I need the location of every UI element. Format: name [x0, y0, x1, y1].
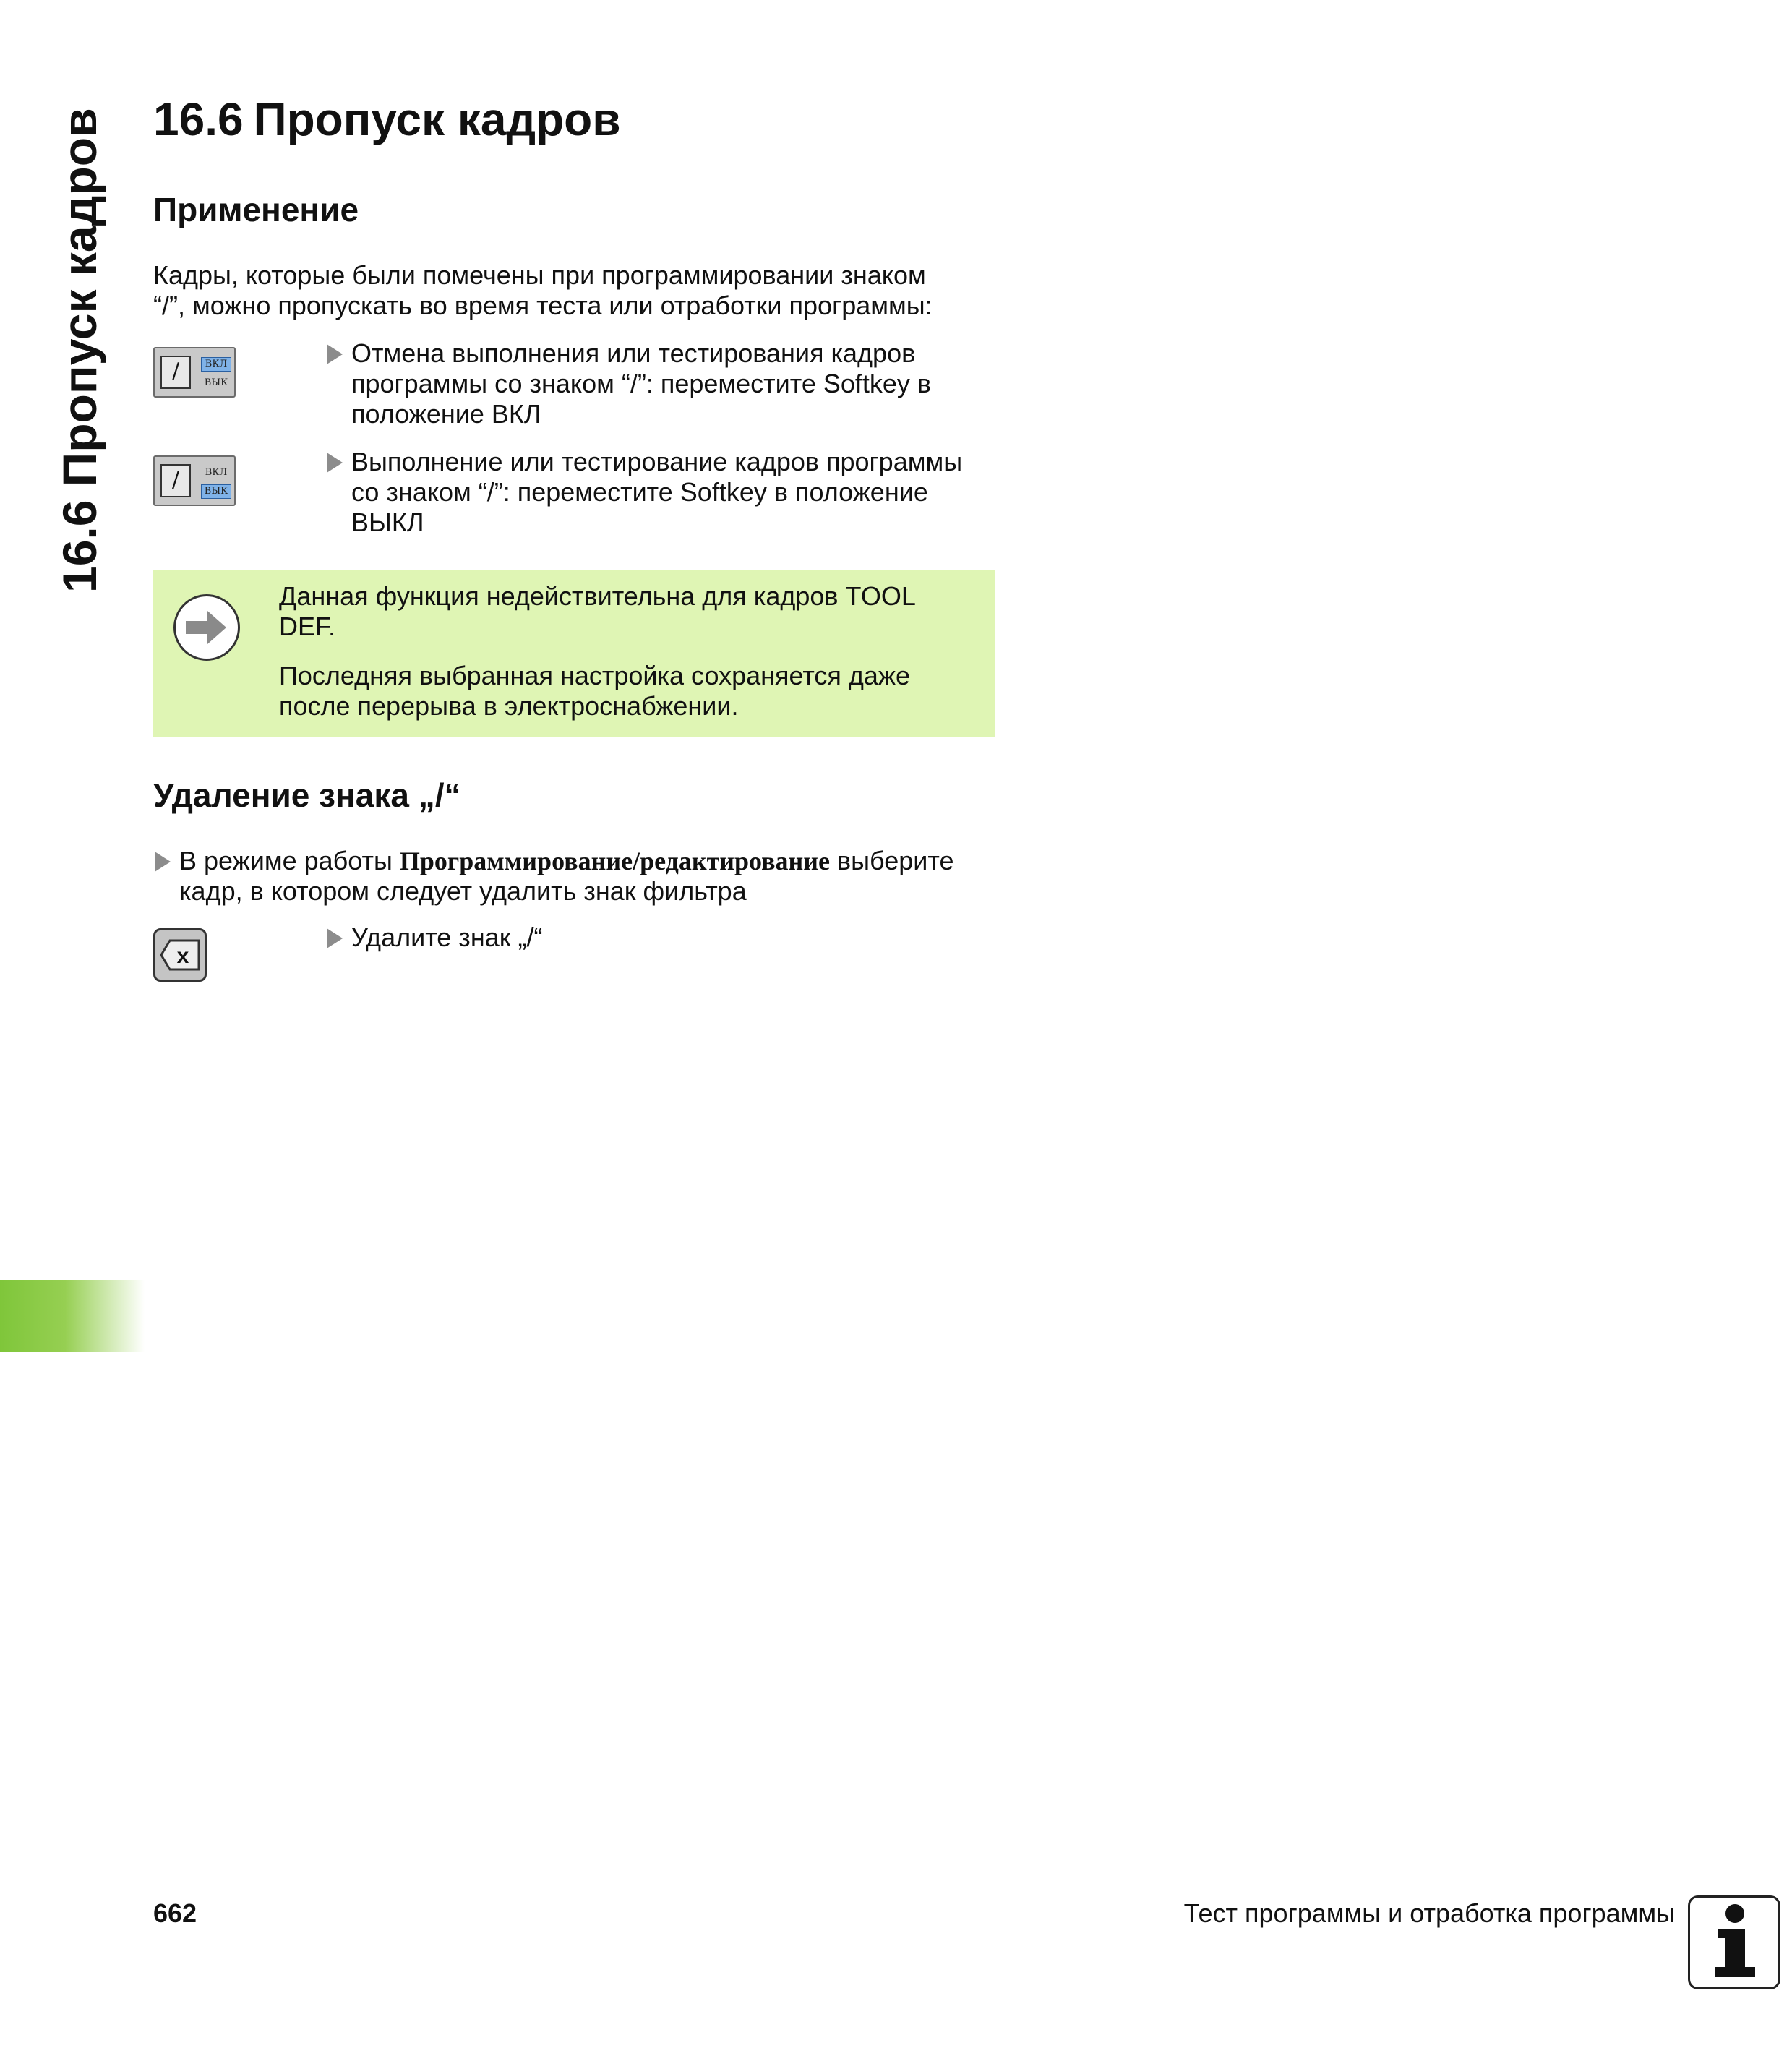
page-number: 662	[153, 1898, 197, 1928]
backspace-x-icon	[155, 930, 205, 980]
info-icon	[1688, 1895, 1780, 1989]
chapter-tab	[0, 1280, 145, 1352]
step-select-block	[179, 846, 954, 907]
slash-icon: /	[160, 464, 191, 497]
softkey-state-off: ВЫК	[204, 377, 228, 388]
operating-mode-name: Программирование/редактирование	[399, 847, 831, 875]
note-p1-line-2: DEF.	[279, 612, 336, 641]
softkey-off-line-2: со знаком “/”: переместите Softkey в положение	[351, 477, 928, 507]
footer-chapter-title: Тест программы и отработка программы	[1183, 1898, 1675, 1928]
delete-key[interactable]	[153, 928, 207, 982]
intro-paragraph	[153, 260, 1021, 321]
bullet-arrow-icon	[327, 344, 343, 364]
intro-line-1: Кадры, которые были помечены при программировании знаком	[153, 260, 926, 290]
bullet-arrow-icon	[327, 928, 343, 948]
step-1-line-1	[179, 846, 954, 876]
softkey-on-line-1: Отмена выполнения или тестирования кадров	[351, 338, 916, 368]
intro-line-2: “/”, можно пропускать во время теста или отработки программы:	[153, 291, 933, 320]
skip-block-softkey-on[interactable]	[153, 347, 236, 398]
softkey-state-on: ВКЛ	[201, 357, 231, 372]
softkey-off-description	[351, 447, 962, 538]
softkey-on-line-2: программы со знаком “/”: переместите Softkey в	[351, 369, 932, 398]
note-paragraph-2	[279, 661, 973, 721]
step-1-line-2: кадр, в котором следует удалить знак фильтра	[179, 876, 747, 906]
slash-icon: /	[160, 356, 191, 389]
heading-delete-slash: Удаление знака „/“	[153, 776, 461, 814]
note-p2-line-1: Последняя выбранная настройка сохраняется даже	[279, 661, 911, 690]
section-title-text: Пропуск кадров	[253, 93, 621, 145]
step-1-suffix: выберите	[830, 846, 954, 875]
note-paragraph-1	[279, 581, 973, 642]
softkey-off-line-3: ВЫКЛ	[351, 507, 424, 537]
bullet-arrow-icon	[155, 852, 171, 872]
heading-application: Применение	[153, 191, 359, 228]
note-box	[153, 570, 995, 737]
softkey-state-on: ВКЛ	[205, 467, 228, 478]
skip-block-softkey-off[interactable]	[153, 455, 236, 506]
svg-text:x: x	[176, 944, 189, 968]
softkey-on-line-3: положение ВКЛ	[351, 399, 541, 429]
note-p1-line-1: Данная функция недействительна для кадров TOOL	[279, 581, 916, 611]
section-number: 16.6	[153, 93, 244, 145]
step-delete-slash	[351, 922, 542, 953]
note-p2-line-2: после перерыва в электроснабжении.	[279, 691, 739, 721]
arrow-right-icon	[173, 594, 240, 661]
step-1-prefix: В режиме работы	[179, 846, 400, 875]
softkey-state-off: ВЫК	[201, 484, 231, 499]
side-chapter-title: 16.6 Пропуск кадров	[53, 108, 106, 593]
page-title	[153, 87, 621, 152]
softkey-off-line-1: Выполнение или тестирование кадров программы	[351, 447, 963, 476]
step-2-text: Удалите знак „/“	[351, 922, 543, 952]
bullet-arrow-icon	[327, 453, 343, 473]
softkey-on-description	[351, 338, 931, 429]
